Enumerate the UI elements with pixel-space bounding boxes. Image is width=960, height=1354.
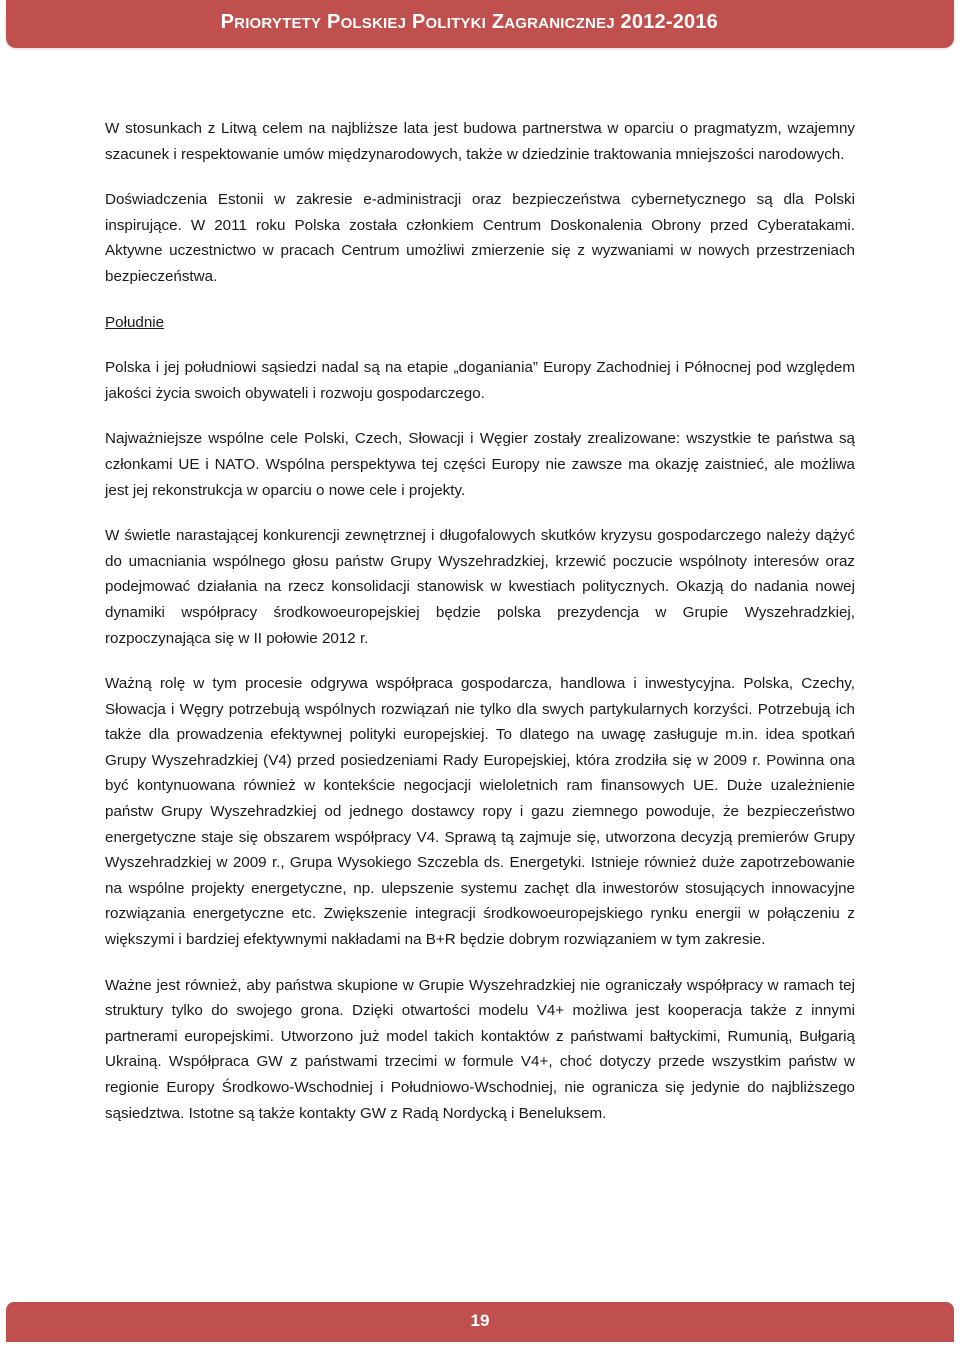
paragraph-southern-neighbours: Polska i jej południowi sąsiedzi nadal są na etapie „doganiania” Europy Zachodniej i Północnej pod względem jakości życia swoich obywateli i rozwoju gospodarczego. bbox=[105, 359, 855, 402]
running-header-title: PRIORYTETY POLSKIEJ POLITYKI ZAGRANICZNEJ 2012-2016 bbox=[220, 11, 718, 33]
section-heading-south: Południe bbox=[105, 313, 165, 331]
paragraph-common-goals: Najważniejsze wspólne cele Polski, Czech, Słowacji i Węgier zostały zrealizowane: wszystkie te państwa są członkami UE i NATO. Wspólna perspektywa tej części Europy nie zawsze ma okazję zaistnieć, ale możliwa jest jej rekonstrukcja w oparciu o nowe cele i projekty. bbox=[105, 430, 855, 499]
page-header bbox=[6, 0, 954, 48]
page-footer bbox=[6, 1302, 954, 1342]
paragraph-economic-cooperation: Ważną rolę w tym procesie odgrywa współpraca gospodarcza, handlowa i inwestycyjna. Polska, Czechy, Słowacja i Węgry potrzebują wspólnych rozwiązań nie tylko dla swych partykularnych korzyści. Potrzebują ich także dla prowadzenia efektywnej polityki europejskiej. To dlatego na uwagę zasługuje m.in. idea spotkań Grupy Wyszehradzkiej (V4) przed posiedzeniami Rady Europejskiej, która zrodziła się w 2009 r. Powinna ona być kontynuowana również w kontekście negocjacji wieloletnich ram finansowych UE. Duże uzależnienie państw Grupy Wyszehradzkiej od jednego dostawcy ropy i gazu ziemnego powoduje, że bezpieczeństwo energetyczne staje się obszarem współpracy V4. Sprawą tą zajmuje się, utworzona decyzją premierów Grupy Wyszehradzkiej w 2009 r., Grupa Wysokiego Szczebla ds. Energetyki. Istnieje również duże zapotrzebowanie na wspólne projekty energetyczne, np. ulepszenie systemu zachęt dla inwestorów stosujących innowacyjne rozwiązania energetyczne etc. Zwiększenie integracji środkowoeuropejskiego rynku energii w połączeniu z większymi i bardziej efektywnymi nakładami na B+R będzie dobrym rozwiązaniem w tym zakresie. bbox=[105, 675, 855, 949]
paragraph-lithuania: W stosunkach z Litwą celem na najbliższe lata jest budowa partnerstwa w oparciu o pragmatyzm, wzajemny szacunek i respektowanie umów międzynarodowych, także w dziedzinie traktowania mniejszości narodowych. bbox=[105, 120, 855, 163]
paragraph-v4-plus: Ważne jest również, aby państwa skupione w Grupie Wyszehradzkiej nie ograniczały współpracy w ramach tej struktury tylko do swojego grona. Dzięki otwartości modelu V4+ możliwa jest kooperacja także z innymi partnerami europejskimi. Utworzono już model takich kontaktów z państwami bałtyckimi, Rumunią, Bułgarią Ukrainą. Współpraca GW z państwami trzecimi w formule V4+, choć dotyczy przede wszystkim państw w regionie Europy Środkowo-Wschodniej i Południowo-Wschodniej, nie ogranicza się jedynie do najbliższego sąsiedztwa. Istotne są także kontakty GW z Radą Nordycką i Beneluksem. bbox=[105, 976, 855, 1122]
paragraph-visegrad-competition: W świetle narastającej konkurencji zewnętrznej i długofalowych skutków kryzysu gospodarczego należy dążyć do umacniania wspólnego głosu państw Grupy Wyszehradzkiej, krzewić poczucie wspólnoty interesów oraz podejmować działania na rzecz konsolidacji stanowisk w kwestiach politycznych. Okazją do nadania nowej dynamiki współpracy środkowoeuropejskiej będzie polska prezydencja w Grupie Wyszehradzkiej, rozpoczynająca się w II połowie 2012 r. bbox=[105, 527, 855, 647]
document-body bbox=[105, 116, 855, 1146]
page-number: 19 bbox=[470, 1311, 490, 1330]
paragraph-estonia: Doświadczenia Estonii w zakresie e-administracji oraz bezpieczeństwa cybernetycznego są dla Polski inspirujące. W 2011 roku Polska została członkiem Centrum Doskonalenia Obrony przed Cyberatakami. Aktywne uczestnictwo w pracach Centrum umożliwi zmierzenie się z wyzwaniami w nowych przestrzeniach bezpieczeństwa. bbox=[105, 191, 855, 285]
